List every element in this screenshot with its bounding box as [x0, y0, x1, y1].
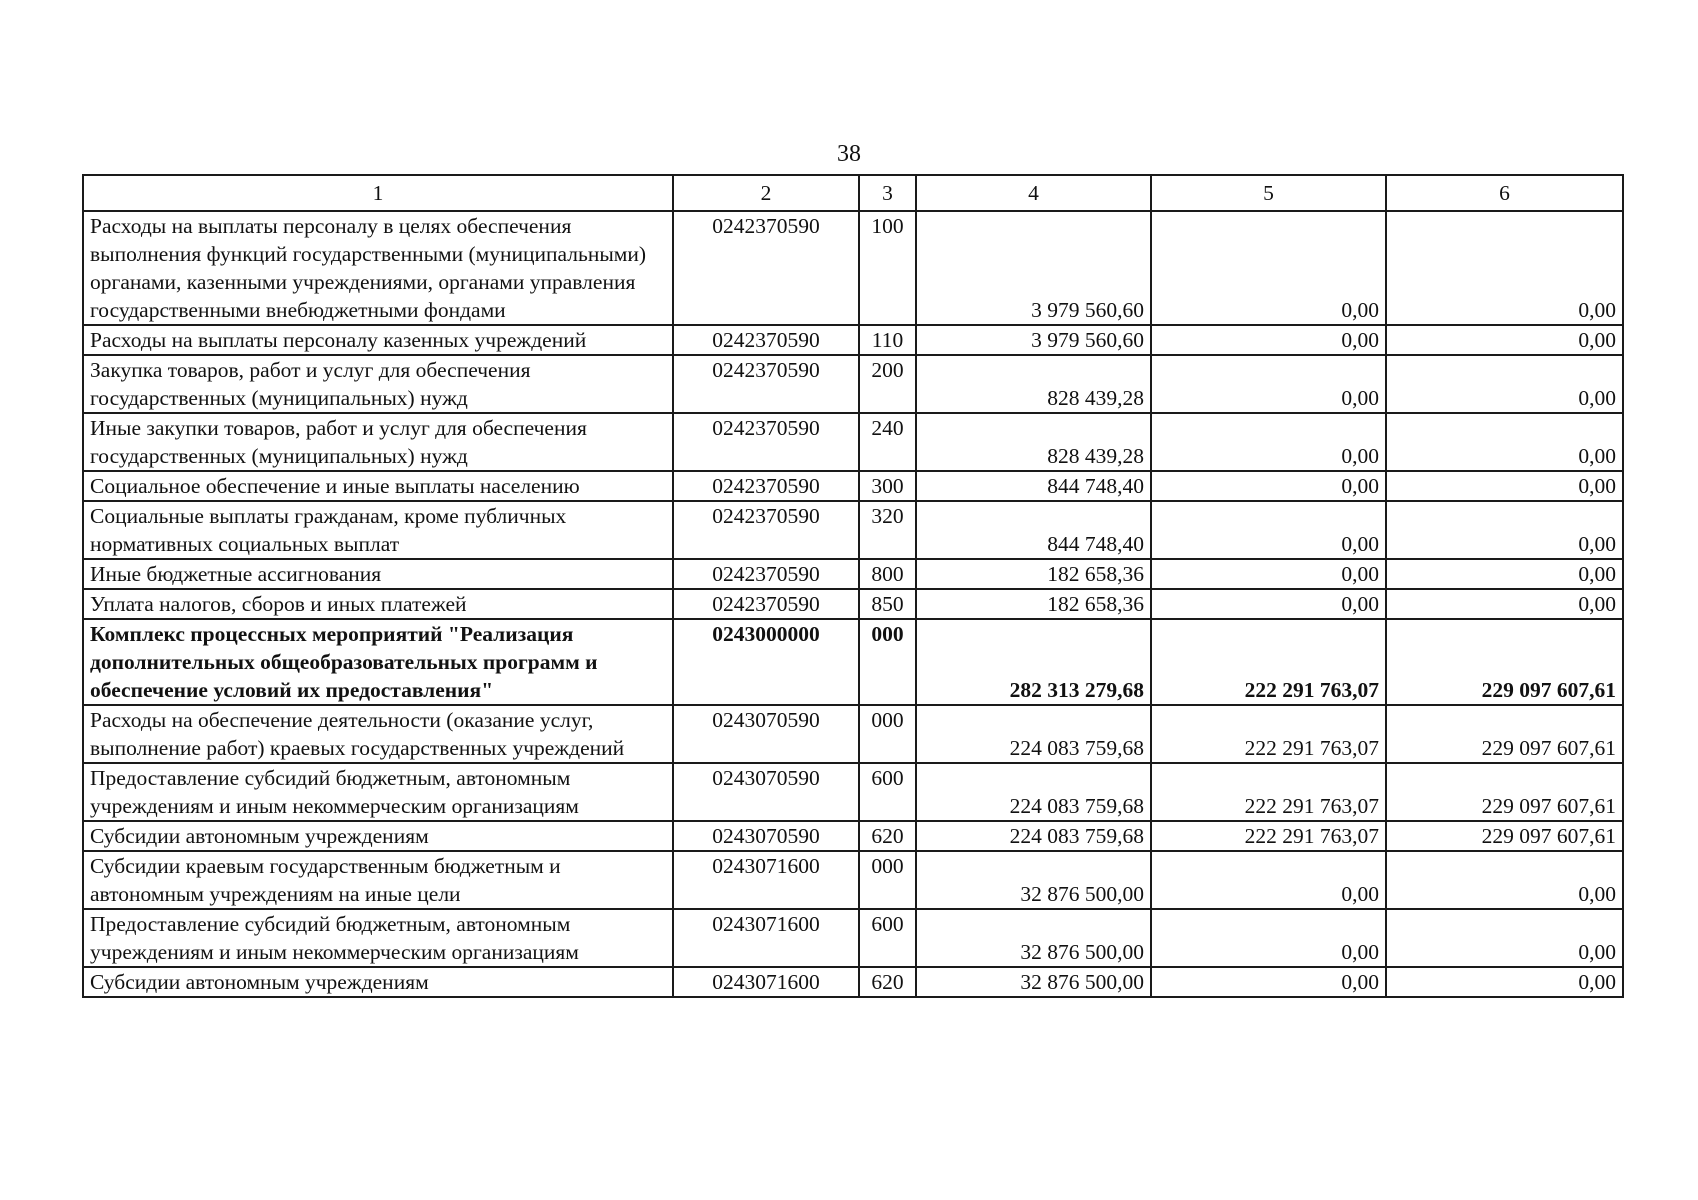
amount-col-6: 0,00 [1386, 325, 1623, 355]
amount-col-5: 0,00 [1151, 589, 1386, 619]
target-code: 0242370590 [673, 559, 859, 589]
amount-col-5: 222 291 763,07 [1151, 705, 1386, 763]
expense-type-code: 100 [859, 211, 916, 325]
amount-col-6: 0,00 [1386, 967, 1623, 997]
target-code: 0243000000 [673, 619, 859, 705]
amount-col-4: 182 658,36 [916, 559, 1151, 589]
column-header-1: 1 [83, 175, 673, 211]
amount-col-6: 0,00 [1386, 211, 1623, 325]
amount-col-5: 0,00 [1151, 501, 1386, 559]
target-code: 0242370590 [673, 355, 859, 413]
amount-col-6: 0,00 [1386, 589, 1623, 619]
table-row [83, 967, 1623, 997]
amount-col-5: 0,00 [1151, 559, 1386, 589]
page-number: 38 [837, 141, 861, 167]
expense-type-code: 200 [859, 355, 916, 413]
expense-type-code: 600 [859, 763, 916, 821]
amount-col-4: 282 313 279,68 [916, 619, 1151, 705]
target-code: 0243071600 [673, 967, 859, 997]
amount-col-4: 3 979 560,60 [916, 211, 1151, 325]
table-row [83, 851, 1623, 909]
table-row [83, 821, 1623, 851]
expense-name: Иные закупки товаров, работ и услуг для обеспечения государственных (муниципальных) нужд [83, 413, 673, 471]
amount-col-6: 229 097 607,61 [1386, 705, 1623, 763]
amount-col-6: 229 097 607,61 [1386, 821, 1623, 851]
amount-col-5: 0,00 [1151, 909, 1386, 967]
amount-col-6: 0,00 [1386, 501, 1623, 559]
table-row [83, 559, 1623, 589]
amount-col-4: 3 979 560,60 [916, 325, 1151, 355]
amount-col-5: 0,00 [1151, 211, 1386, 325]
table-row [83, 471, 1623, 501]
expense-type-code: 000 [859, 619, 916, 705]
expense-name: Субсидии автономным учреждениям [83, 821, 673, 851]
amount-col-6: 229 097 607,61 [1386, 763, 1623, 821]
amount-col-6: 0,00 [1386, 909, 1623, 967]
amount-col-5: 0,00 [1151, 355, 1386, 413]
amount-col-5: 0,00 [1151, 471, 1386, 501]
table-row [83, 413, 1623, 471]
table-row-subtotal [83, 619, 1623, 705]
target-code: 0243070590 [673, 705, 859, 763]
amount-col-5: 222 291 763,07 [1151, 763, 1386, 821]
column-header-6: 6 [1386, 175, 1623, 211]
expense-name: Субсидии автономным учреждениям [83, 967, 673, 997]
expense-type-code: 110 [859, 325, 916, 355]
expense-type-code: 000 [859, 705, 916, 763]
amount-col-5: 222 291 763,07 [1151, 619, 1386, 705]
amount-col-4: 182 658,36 [916, 589, 1151, 619]
column-header-4: 4 [916, 175, 1151, 211]
expense-name: Расходы на выплаты персоналу казенных учреждений [83, 325, 673, 355]
table-row [83, 211, 1623, 325]
column-header-5: 5 [1151, 175, 1386, 211]
table-row [83, 325, 1623, 355]
amount-col-4: 224 083 759,68 [916, 821, 1151, 851]
expense-name: Расходы на обеспечение деятельности (оказание услуг, выполнение работ) краевых государственных учреждений [83, 705, 673, 763]
expense-name: Субсидии краевым государственным бюджетным и автономным учреждениям на иные цели [83, 851, 673, 909]
amount-col-4: 844 748,40 [916, 501, 1151, 559]
amount-col-5: 0,00 [1151, 413, 1386, 471]
amount-col-4: 844 748,40 [916, 471, 1151, 501]
table-body [83, 211, 1623, 997]
amount-col-6: 0,00 [1386, 559, 1623, 589]
amount-col-4: 224 083 759,68 [916, 705, 1151, 763]
target-code: 0242370590 [673, 501, 859, 559]
expense-type-code: 620 [859, 821, 916, 851]
target-code: 0242370590 [673, 325, 859, 355]
target-code: 0243070590 [673, 763, 859, 821]
amount-col-6: 229 097 607,61 [1386, 619, 1623, 705]
table-row [83, 501, 1623, 559]
amount-col-4: 828 439,28 [916, 413, 1151, 471]
target-code: 0242370590 [673, 211, 859, 325]
target-code: 0243071600 [673, 909, 859, 967]
expense-type-code: 300 [859, 471, 916, 501]
amount-col-4: 224 083 759,68 [916, 763, 1151, 821]
amount-col-6: 0,00 [1386, 355, 1623, 413]
target-code: 0242370590 [673, 589, 859, 619]
expense-type-code: 600 [859, 909, 916, 967]
expense-name: Социальное обеспечение и иные выплаты населению [83, 471, 673, 501]
amount-col-5: 0,00 [1151, 851, 1386, 909]
amount-col-5: 222 291 763,07 [1151, 821, 1386, 851]
column-header-3: 3 [859, 175, 916, 211]
table-row [83, 355, 1623, 413]
expense-name: Уплата налогов, сборов и иных платежей [83, 589, 673, 619]
amount-col-4: 32 876 500,00 [916, 909, 1151, 967]
expense-type-code: 800 [859, 559, 916, 589]
target-code: 0242370590 [673, 413, 859, 471]
table-row [83, 909, 1623, 967]
column-header-2: 2 [673, 175, 859, 211]
amount-col-6: 0,00 [1386, 471, 1623, 501]
amount-col-6: 0,00 [1386, 851, 1623, 909]
table-row [83, 589, 1623, 619]
amount-col-5: 0,00 [1151, 967, 1386, 997]
budget-table [82, 174, 1624, 998]
expense-type-code: 850 [859, 589, 916, 619]
expense-type-code: 240 [859, 413, 916, 471]
expense-type-code: 620 [859, 967, 916, 997]
expense-name: Закупка товаров, работ и услуг для обеспечения государственных (муниципальных) нужд [83, 355, 673, 413]
amount-col-5: 0,00 [1151, 325, 1386, 355]
expense-name: Расходы на выплаты персоналу в целях обеспечения выполнения функций государственными (муниципальными) органами, казенными учреждениями, органами управления государственными внебюджетными фондами [83, 211, 673, 325]
amount-col-4: 828 439,28 [916, 355, 1151, 413]
amount-col-4: 32 876 500,00 [916, 967, 1151, 997]
target-code: 0243070590 [673, 821, 859, 851]
expense-type-code: 320 [859, 501, 916, 559]
target-code: 0242370590 [673, 471, 859, 501]
header-row [83, 175, 1623, 211]
expense-name: Предоставление субсидий бюджетным, автономным учреждениям и иным некоммерческим организациям [83, 909, 673, 967]
amount-col-4: 32 876 500,00 [916, 851, 1151, 909]
expense-name: Предоставление субсидий бюджетным, автономным учреждениям и иным некоммерческим организациям [83, 763, 673, 821]
table-row [83, 705, 1623, 763]
table-row [83, 763, 1623, 821]
expense-type-code: 000 [859, 851, 916, 909]
amount-col-6: 0,00 [1386, 413, 1623, 471]
expense-name: Комплекс процессных мероприятий "Реализация дополнительных общеобразовательных программ и обеспечение условий их предоставления" [83, 619, 673, 705]
expense-name: Иные бюджетные ассигнования [83, 559, 673, 589]
expense-name: Социальные выплаты гражданам, кроме публичных нормативных социальных выплат [83, 501, 673, 559]
target-code: 0243071600 [673, 851, 859, 909]
